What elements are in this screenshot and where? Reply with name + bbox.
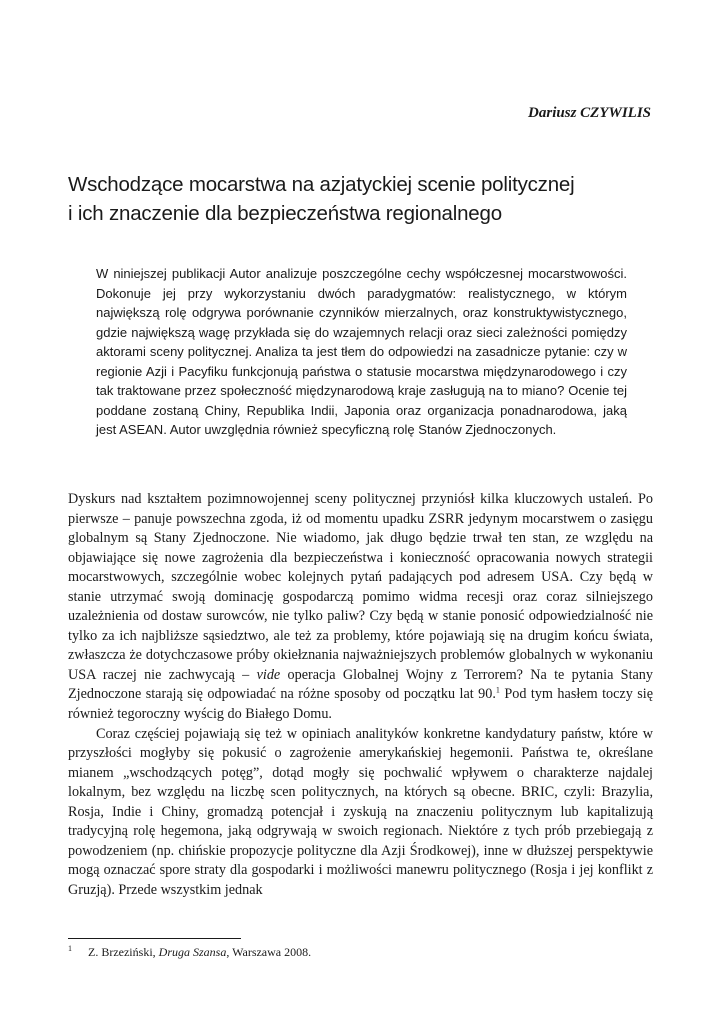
footnote-publication: , Warszawa 2008. xyxy=(226,945,312,959)
article-title xyxy=(68,170,658,228)
footnote-work-title: Druga Szansa xyxy=(158,945,227,959)
footnote: 1 Z. Brzeziński, Druga Szansa, Warszawa 2008. xyxy=(68,944,312,959)
vide-term: vide xyxy=(256,666,281,683)
footnote-author: Z. Brzeziński, xyxy=(88,945,156,959)
article-body xyxy=(68,490,653,900)
paragraph-1-text-b: operacja Globalnej Wojny z Terrorem? Na te pytania Stany Zjednoczone starają się odpowiadać na różne sposoby od początku lat 90. xyxy=(68,666,653,703)
author-name: Dariusz CZYWILIS xyxy=(528,105,651,121)
footnote-divider xyxy=(68,938,241,939)
title-line-2: i ich znaczenie dla bezpieczeństwa regionalnego xyxy=(68,202,502,225)
footnote-reference[interactable]: 1 xyxy=(495,685,500,695)
paragraph-1-text-c: Pod tym hasłem toczy się również tegoroczny wyścig do Białego Domu. xyxy=(68,686,654,723)
paragraph-1-text-a: Dyskurs nad kształtem pozimnowojennej sceny politycznej przyniósł kilka kluczowych ustaleń. Po pierwsze – panuje powszechna zgoda, iż od momentu upadku ZSRR jedynym mocarstwem o zasięgu globalnym są Stany Zjednoczone. Nie wiadomo, jak długo będzie trwał ten stan, ze względu na objawiające się nowe zagrożenia dla bezpieczeństwa i konieczność opracowania nowych strategii mocarstwowych, szczególnie wobec kolejnych pytań padających pod adresem USA. Czy będą w stanie utrzymać swoją dominację gospodarczą pomimo widma recesji oraz coraz silniejszego uzależnienia od dostaw surowców, nie tylko paliw? Czy będą w stanie ponosić odpowiedzialność nie tylko za ich najbliższe sąsiedztwo, ale też za problemy, które pojawiają się na drugim końcu świata, zwłaszcza że dotychczasowe próby okiełznania najważniejszych problemów globalnych w wykonaniu USA raczej nie zachwycają – xyxy=(68,491,653,683)
title-line-1: Wschodzące mocarstwa na azjatyckiej scenie politycznej xyxy=(68,173,575,196)
paragraph-2: Coraz częściej pojawiają się też w opiniach analityków konkretne kandydatury państw, które w przyszłości mogłyby się pokusić o zagrożenie amerykańskiej hegemonii. Państwa te, określane mianem „wschodzących potęg”, dotąd mogły się pochwalić wpływem o charakterze najdalej lokalnym, bez względu na liczbę scen politycznych, na których są obecne. BRIC, czyli: Brazylia, Rosja, Indie i Chiny, gromadzą potencjał i zyskują na znaczeniu politycznym lub kapitalizują tradycyjną rolę hegemona, jaką odgrywają w swoich regionach. Niektóre z tych prób przebiegają z powodzeniem (np. chińskie propozycje polityczne dla Azji Środkowej), inne w dłuższej perspektywie mogą oznaczać spore straty dla gospodarki i możliwości manewru politycznego (Rosja i jej konflikt z Gruzją). Przede wszystkim jednak xyxy=(68,725,653,898)
paragraph-1 xyxy=(68,490,653,725)
abstract: W niniejszej publikacji Autor analizuje poszczególne cechy współczesnej mocarstwowości. Dokonuje jej przy wykorzystaniu dwóch paradygmatów: realistycznego, w którym największą rolę odgrywa porównanie czynników mierzalnych, oraz konstruktywistycznego, gdzie największą wagę przykłada się do wzajemnych relacji oraz sieci zależności pomiędzy aktorami sceny politycznej. Analiza ta jest tłem do odpowiedzi na zasadnicze pytanie: czy w regionie Azji i Pacyfiku funkcjonują państwa o statusie mocarstwa międzynarodowego i czy tak traktowane przez społeczność międzynarodową kraje zasługują na to miano? Ocenie tej poddane zostaną Chiny, Republika Indii, Japonia oraz organizacja ponadnarodowa, jaką jest ASEAN. Autor uwzględnia również specyficzną rolę Stanów Zjednoczonych. xyxy=(96,266,627,437)
